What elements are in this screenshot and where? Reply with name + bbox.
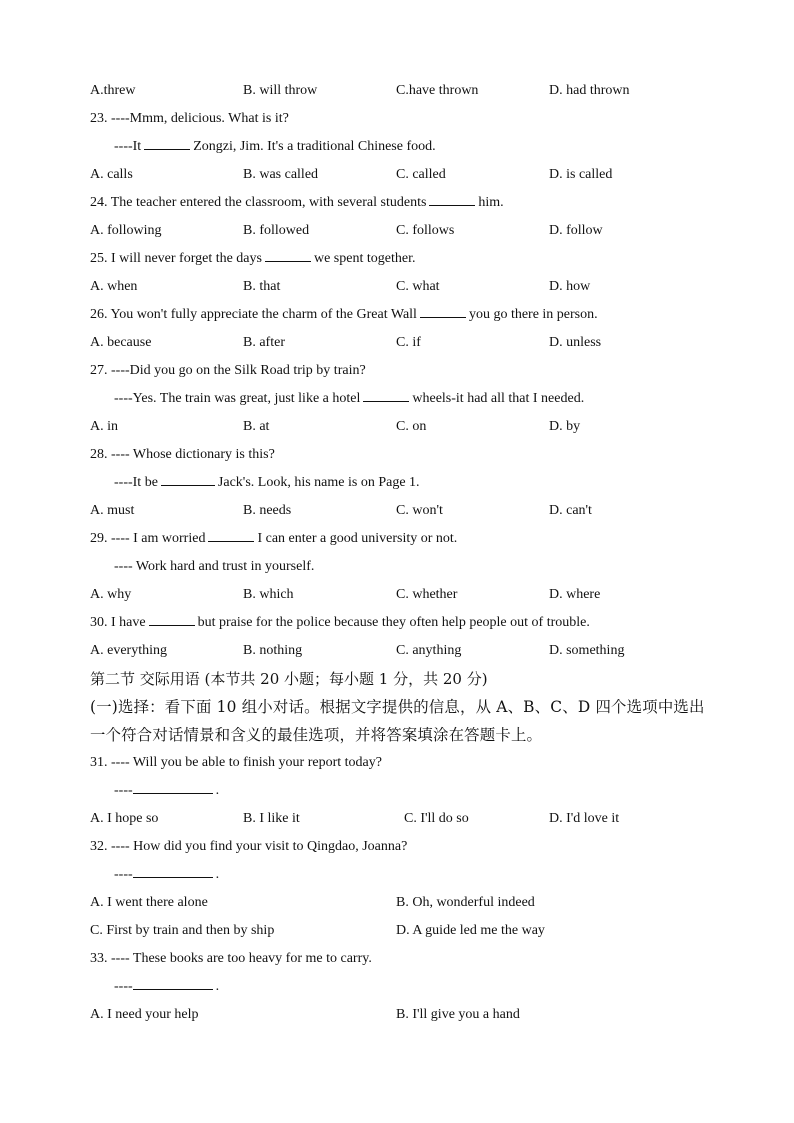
q31-stem: 31. ---- Will you be able to finish your report today? [90,755,382,770]
q22-option-b: B. will throw [243,83,318,98]
q24-stem-post: him. [478,195,504,210]
q32-reply-prefix: ---- [114,867,133,882]
q28-option-c: C. won't [396,503,443,518]
q25-option-d: D. how [549,279,591,294]
q23-option-b: B. was called [243,167,319,182]
q23-reply-post: Zongzi, Jim. It's a traditional Chinese food. [193,139,436,154]
q24-option-b: B. followed [243,223,310,238]
q32-option-c: C. First by train and then by ship [90,923,275,938]
q25-stem-post: we spent together. [313,251,416,266]
q27-option-a: A. in [90,419,118,434]
q23-stem: 23. ----Mmm, delicious. What is it? [90,111,289,126]
q29-option-a: A. why [90,587,132,602]
q33-reply-suffix: . [215,979,220,994]
q27-reply-post: wheels-it had all that I needed. [412,391,585,406]
q24-blank [429,189,475,206]
q26-option-a: A. because [90,335,152,350]
section-heading: 第二节 交际用语 (本节共 20 小题；每小题 1 分，共 20 分) [90,670,488,688]
q33-option-b: B. I'll give you a hand [396,1007,520,1022]
q26-stem [90,301,598,329]
q32-option-a: A. I went there alone [90,895,208,910]
q27-option-b: B. at [243,419,270,434]
q33-reply-prefix: ---- [114,979,133,994]
q32-option-b: B. Oh, wonderful indeed [396,895,535,910]
q24-option-a: A. following [90,223,162,238]
q30-options [0,637,794,665]
q29-stem-post: I can enter a good university or not. [257,531,458,546]
q33-option-a: A. I need your help [90,1007,199,1022]
q26-blank [420,301,466,318]
q27-reply-pre: ----Yes. The train was great, just like a hotel [114,391,361,406]
q24-stem-pre: 24. The teacher entered the classroom, with several students [90,195,427,210]
q25-option-b: B. that [243,279,281,294]
q32-stem: 32. ---- How did you find your visit to Qingdao, Joanna? [90,839,408,854]
q26-option-d: D. unless [549,335,602,350]
section-instruction-line2: 一个符合对话情景和含义的最佳选项，并将答案填涂在答题卡上。 [90,726,543,744]
q26-option-b: B. after [243,335,285,350]
q31-option-a: A. I hope so [90,811,159,826]
q30-option-a: A. everything [90,643,167,658]
q33-blank [133,973,213,990]
q32-options-row1 [0,889,794,917]
q23-reply [114,133,436,161]
q29-reply: ---- Work hard and trust in yourself. [114,559,315,574]
q26-stem-pre: 26. You won't fully appreciate the charm of the Great Wall [90,307,417,322]
q27-blank [363,385,409,402]
q29-stem-pre: 29. ---- I am worried [90,531,206,546]
q23-option-c: C. called [396,167,446,182]
q31-reply-prefix: ---- [114,783,133,798]
q30-option-d: D. something [549,643,625,658]
q25-blank [265,245,311,262]
q24-option-d: D. follow [549,223,603,238]
q28-options [0,497,794,525]
q31-option-c: C. I'll do so [404,811,469,826]
q32-blank [133,861,213,878]
q28-blank [161,469,215,486]
q32-reply-suffix: . [215,867,220,882]
q27-reply [114,385,584,413]
q27-stem: 27. ----Did you go on the Silk Road trip by train? [90,363,366,378]
q31-options [0,805,794,833]
q28-option-d: D. can't [549,503,592,518]
q27-options [0,413,794,441]
q29-option-d: D. where [549,587,601,602]
q28-reply [114,469,420,497]
q28-reply-post: Jack's. Look, his name is on Page 1. [217,475,420,490]
q30-stem-post: but praise for the police because they often help people out of trouble. [197,615,590,630]
q31-option-d: D. I'd love it [549,811,620,826]
q24-option-c: C. follows [396,223,455,238]
q30-option-c: C. anything [396,643,462,658]
q23-blank [144,133,190,150]
section-instruction-line1: (一)选择：看下面 10 组小对话。根据文字提供的信息，从 A、B、C、D 四个选项中选出 [90,698,705,716]
q23-option-d: D. is called [549,167,613,182]
q25-stem [90,245,415,273]
q24-stem [90,189,504,217]
q29-option-c: C. whether [396,587,458,602]
q30-stem-pre: 30. I have [90,615,146,630]
q29-option-b: B. which [243,587,294,602]
q29-stem [90,525,457,553]
q31-option-b: B. I like it [243,811,300,826]
q23-option-a: A. calls [90,167,133,182]
q31-reply-suffix: . [215,783,220,798]
q31-reply [114,777,219,805]
q31-blank [133,777,213,794]
q26-stem-post: you go there in person. [468,307,598,322]
q25-options [0,273,794,301]
q23-reply-pre: ----It [114,139,142,154]
q27-option-d: D. by [549,419,581,434]
q25-stem-pre: 25. I will never forget the days [90,251,262,266]
q27-option-c: C. on [396,419,427,434]
q28-option-a: A. must [90,503,135,518]
q33-options [0,1001,794,1029]
q30-option-b: B. nothing [243,643,303,658]
q22-option-c: C.have thrown [396,83,479,98]
q22-options [0,77,794,105]
q32-option-d: D. A guide led me the way [396,923,545,938]
q28-reply-pre: ----It be [114,475,158,490]
q28-option-b: B. needs [243,503,292,518]
q22-option-a: A.threw [90,83,136,98]
q29-options [0,581,794,609]
q23-options [0,161,794,189]
q29-blank [208,525,254,542]
q26-option-c: C. if [396,335,421,350]
q24-options [0,217,794,245]
q22-option-d: D. had thrown [549,83,630,98]
q26-options [0,329,794,357]
q32-options-row2 [0,917,794,945]
q28-stem: 28. ---- Whose dictionary is this? [90,447,275,462]
q30-stem [90,609,590,637]
q25-option-c: C. what [396,279,440,294]
q33-stem: 33. ---- These books are too heavy for me to carry. [90,951,372,966]
q33-reply [114,973,219,1001]
q30-blank [149,609,195,626]
q25-option-a: A. when [90,279,138,294]
q32-reply [114,861,219,889]
